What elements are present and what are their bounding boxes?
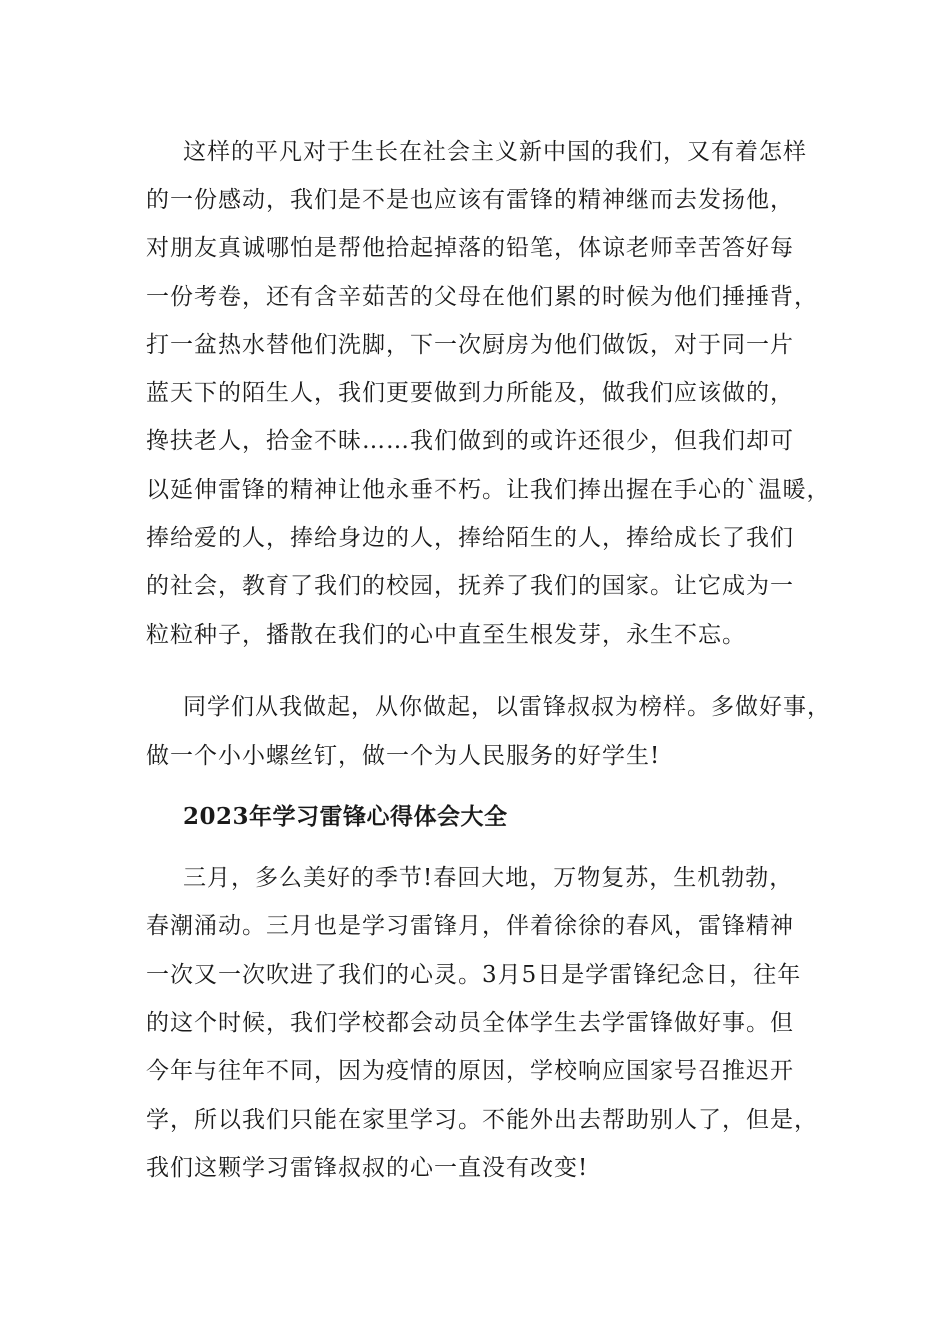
paragraph-3-line-5: 今年与往年不同，因为疫情的原因，学校响应国家号召推迟开 — [146, 1058, 794, 1084]
paragraph-1-line-11: 粒粒种子，播散在我们的心中直至生根发芽，永生不忘。 — [146, 622, 746, 648]
paragraph-3-line-1: 三月，多么美好的季节!春回大地，万物复苏，生机勃勃， — [183, 865, 794, 891]
paragraph-1-line-9: 捧给爱的人，捧给身边的人，捧给陌生的人，捧给成长了我们 — [146, 525, 794, 551]
paragraph-1-line-1: 这样的平凡对于生长在社会主义新中国的我们，又有着怎样 — [183, 139, 807, 165]
paragraph-1-line-6: 蓝天下的陌生人，我们更要做到力所能及，做我们应该做的， — [146, 380, 794, 406]
paragraph-2-line-2: 做一个小小螺丝钉，做一个为人民服务的好学生! — [146, 743, 661, 769]
paragraph-1-line-4: 一份考卷，还有含辛茹苦的父母在他们累的时候为他们捶捶背， — [146, 284, 818, 310]
paragraph-1-line-10: 的社会，教育了我们的校园，抚养了我们的国家。让它成为一 — [146, 573, 794, 599]
paragraph-3-line-6: 学，所以我们只能在家里学习。不能外出去帮助别人了，但是， — [146, 1107, 818, 1133]
paragraph-3-line-3: 一次又一次吹进了我们的心灵。3月5日是学雷锋纪念日，往年 — [146, 962, 802, 988]
section-heading: 2023年学习雷锋心得体会大全 — [183, 803, 508, 830]
paragraph-1-line-3: 对朋友真诚哪怕是帮他拾起掉落的铅笔，体谅老师幸苦答好每 — [146, 235, 794, 261]
paragraph-3-line-2: 春潮涌动。三月也是学习雷锋月，伴着徐徐的春风，雷锋精神 — [146, 913, 794, 939]
paragraph-1-line-5: 打一盆热水替他们洗脚，下一次厨房为他们做饭，对于同一片 — [146, 332, 794, 358]
paragraph-3-line-7: 我们这颗学习雷锋叔叔的心一直没有改变! — [146, 1155, 589, 1181]
paragraph-1-line-8: 以延伸雷锋的精神让他永垂不朽。让我们捧出握在手心的`温暖， — [146, 477, 831, 503]
paragraph-2-line-1: 同学们从我做起，从你做起，以雷锋叔叔为榜样。多做好事， — [183, 694, 831, 720]
paragraph-3-line-4: 的这个时候，我们学校都会动员全体学生去学雷锋做好事。但 — [146, 1010, 794, 1036]
paragraph-1-line-7: 搀扶老人，拾金不昧……我们做到的或许还很少，但我们却可 — [146, 428, 794, 454]
paragraph-1-line-2: 的一份感动，我们是不是也应该有雷锋的精神继而去发扬他， — [146, 187, 794, 213]
